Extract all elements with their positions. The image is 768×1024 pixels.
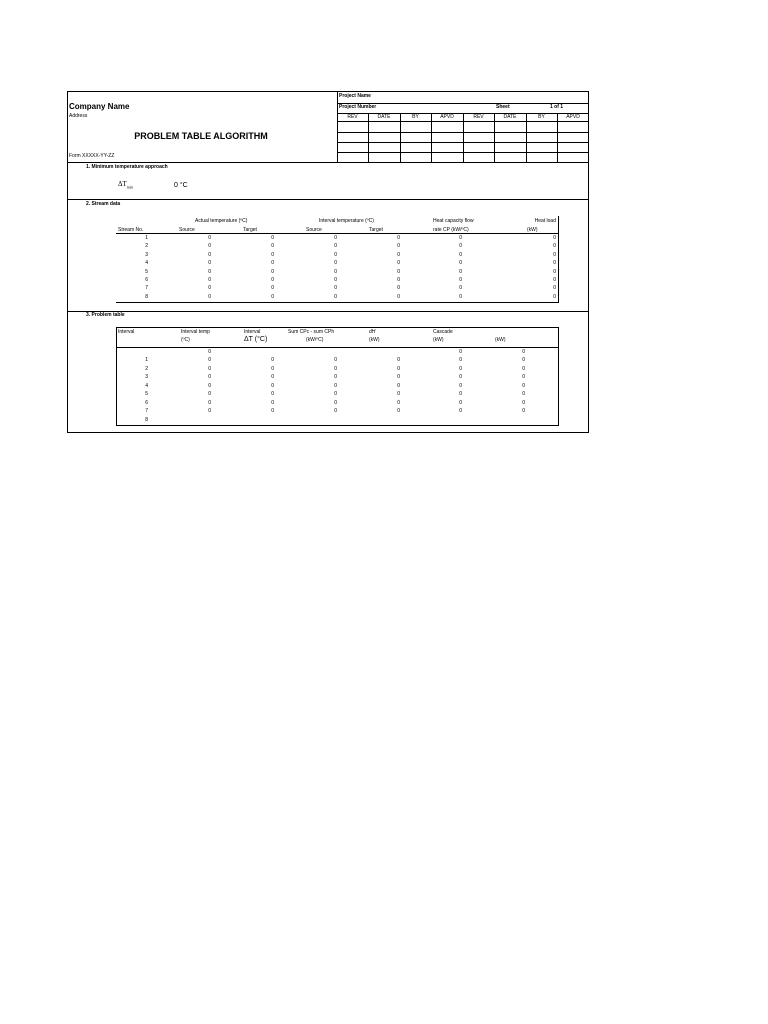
target-header: Target — [243, 227, 257, 233]
interval-target-cell[interactable]: 0 — [397, 285, 400, 292]
interval-temp-cell: 0 — [208, 374, 211, 380]
interval-temp-cell: 0 — [208, 391, 211, 397]
cascade-cell-1: 0 — [459, 357, 462, 363]
stream-no-header: Stream No. — [118, 227, 144, 233]
top-cascade-2: 0 — [522, 349, 525, 355]
interval-source-cell[interactable]: 0 — [334, 251, 337, 258]
target-cell[interactable]: 0 — [271, 251, 274, 258]
cp-cell[interactable]: 0 — [459, 285, 462, 292]
interval-temp-cell: 0 — [208, 399, 211, 406]
cascade-cell-2: 0 — [522, 365, 525, 372]
interval-no-cell: 3 — [145, 374, 148, 380]
stream-no-cell: 6 — [145, 277, 148, 283]
heat-load-unit-header: (kW) — [527, 227, 538, 233]
heat-capacity-header: Heat capacity flow — [433, 218, 474, 224]
heat-load-cell[interactable]: 0 — [553, 285, 556, 292]
cp-cell[interactable]: 0 — [459, 277, 462, 283]
interval-dt-cell: 0 — [271, 399, 274, 406]
cascade-unit-2: (kW) — [495, 337, 506, 343]
stream-no-cell: 8 — [145, 293, 148, 300]
interval-dt-unit: ΔT (°C) — [244, 336, 268, 343]
actual-temp-group: Actual temperature (ºC) — [195, 218, 248, 224]
interval-header: Interval — [118, 329, 135, 335]
section1-heading: 1. Minimum temperature approach — [86, 164, 168, 170]
top-interval-temp: 0 — [208, 349, 211, 355]
dh-cell: 0 — [397, 374, 400, 380]
interval-temp-unit: (ºC) — [181, 337, 190, 343]
target-cell[interactable]: 0 — [271, 293, 274, 300]
cascade-cell-1: 0 — [459, 391, 462, 397]
interval-target-cell[interactable]: 0 — [397, 251, 400, 258]
page-title: PROBLEM TABLE ALGORITHM — [134, 131, 268, 141]
rev-col-line — [431, 113, 432, 162]
cascade-cell-2: 0 — [522, 408, 525, 414]
interval-no-cell: 2 — [145, 365, 148, 372]
rev-col-line — [463, 113, 464, 162]
interval-source-cell[interactable]: 0 — [334, 243, 337, 250]
problem-header-line — [116, 347, 559, 348]
interval-target-cell[interactable]: 0 — [397, 268, 400, 275]
source-cell[interactable]: 0 — [208, 251, 211, 258]
sum-cp-cell: 0 — [334, 391, 337, 397]
sheet-label: Sheet — [496, 104, 510, 110]
interval-dt-cell: 0 — [271, 365, 274, 372]
interval-source-cell[interactable]: 0 — [334, 285, 337, 292]
apvd-header: APVD — [566, 114, 580, 120]
cascade-cell-2: 0 — [522, 399, 525, 406]
interval-target-cell[interactable]: 0 — [397, 243, 400, 250]
section3-heading: 3. Problem table — [86, 312, 125, 318]
interval-source-cell[interactable]: 0 — [334, 268, 337, 275]
stream-table-edge — [558, 216, 559, 303]
interval-source-cell[interactable]: 0 — [334, 293, 337, 300]
apvd-header: APVD — [440, 114, 454, 120]
rev-header: REV — [473, 114, 484, 120]
cp-cell[interactable]: 0 — [459, 235, 462, 241]
project-name-label: Project Name — [339, 93, 371, 99]
sheet-value: 1 of 1 — [550, 104, 564, 110]
target-cell[interactable]: 0 — [271, 260, 274, 267]
target-cell[interactable]: 0 — [271, 235, 274, 241]
cascade-cell-1: 0 — [459, 408, 462, 414]
interval-dt-cell: 0 — [271, 374, 274, 380]
cp-cell[interactable]: 0 — [459, 260, 462, 267]
target-cell[interactable]: 0 — [271, 268, 274, 275]
source-header: Source — [179, 227, 195, 233]
form-sheet — [67, 91, 589, 433]
interval-temp-cell: 0 — [208, 365, 211, 372]
stream-no-cell: 5 — [145, 268, 148, 275]
interval-temp-cell: 0 — [208, 382, 211, 389]
stream-no-cell: 2 — [145, 243, 148, 250]
interval-no-cell: 5 — [145, 391, 148, 397]
source-cell[interactable]: 0 — [208, 235, 211, 241]
cascade-header: Cascade — [433, 329, 453, 335]
interval-source-cell[interactable]: 0 — [334, 260, 337, 267]
source-cell[interactable]: 0 — [208, 285, 211, 292]
interval-dt-header: Interval — [244, 329, 261, 335]
interval-temp-cell: 0 — [208, 408, 211, 414]
source-cell[interactable]: 0 — [208, 293, 211, 300]
heat-load-cell[interactable]: 0 — [553, 251, 556, 258]
header-bottom-line — [68, 162, 589, 163]
top-cascade-1: 0 — [459, 349, 462, 355]
sum-cp-cell: 0 — [334, 357, 337, 363]
rev-header: REV — [347, 114, 358, 120]
cp-unit-header: rate CP (kW/ºC) — [433, 227, 469, 233]
interval-dt-cell: 0 — [271, 357, 274, 363]
delta-t-min-field[interactable]: 0 °C — [174, 182, 188, 189]
cp-cell[interactable]: 0 — [459, 293, 462, 300]
sum-cp-cell: 0 — [334, 365, 337, 372]
target-cell[interactable]: 0 — [271, 277, 274, 283]
sum-cp-cell: 0 — [334, 374, 337, 380]
by-header: BY — [412, 114, 419, 120]
cascade-cell-2: 0 — [522, 374, 525, 380]
dh-cell: 0 — [397, 357, 400, 363]
source-cell[interactable]: 0 — [208, 260, 211, 267]
dh-cell: 0 — [397, 408, 400, 414]
source-cell[interactable]: 0 — [208, 268, 211, 275]
interval-target-cell[interactable]: 0 — [397, 277, 400, 283]
interval-dt-cell: 0 — [271, 382, 274, 389]
interval-no-cell: 4 — [145, 382, 148, 389]
delta-t-min-symbol: $\Delta T_{min}$ — [118, 180, 134, 190]
target-cell[interactable]: 0 — [271, 285, 274, 292]
section-divider — [68, 199, 589, 200]
dh-unit: (kW) — [369, 337, 380, 343]
heat-load-header: Heat load — [534, 218, 556, 224]
interval-source-header: Source — [306, 227, 322, 233]
cascade-cell-1: 0 — [459, 382, 462, 389]
sum-cp-cell: 0 — [334, 399, 337, 406]
rev-col-line — [526, 113, 527, 162]
heat-load-cell[interactable]: 0 — [553, 293, 556, 300]
cascade-cell-2: 0 — [522, 382, 525, 389]
source-cell[interactable]: 0 — [208, 277, 211, 283]
interval-target-cell[interactable]: 0 — [397, 260, 400, 267]
interval-source-cell[interactable]: 0 — [334, 235, 337, 241]
company-name: Company Name — [69, 102, 130, 111]
target-cell[interactable]: 0 — [271, 243, 274, 250]
sum-cp-cell: 0 — [334, 408, 337, 414]
interval-dt-cell: 0 — [271, 391, 274, 397]
interval-temp-group: Interval temperature (ºC) — [319, 218, 374, 224]
company-address: Address — [69, 113, 88, 119]
stream-no-cell: 1 — [145, 235, 148, 241]
interval-temp-cell: 0 — [208, 357, 211, 363]
dh-cell: 0 — [397, 399, 400, 406]
cascade-cell-1: 0 — [459, 399, 462, 406]
cascade-cell-1: 0 — [459, 374, 462, 380]
stream-no-cell: 4 — [145, 260, 148, 267]
interval-no-cell: 7 — [145, 408, 148, 414]
rev-col-line — [400, 113, 401, 162]
dh-cell: 0 — [397, 382, 400, 389]
interval-target-cell[interactable]: 0 — [397, 235, 400, 241]
date-header: DATE — [503, 114, 517, 120]
cascade-cell-2: 0 — [522, 357, 525, 363]
heat-load-cell[interactable]: 0 — [553, 268, 556, 275]
sum-cp-cell: 0 — [334, 382, 337, 389]
project-number-label: Project Number — [339, 104, 377, 110]
rev-col-line — [494, 113, 495, 162]
rev-col-line — [368, 113, 369, 162]
form-code: Form XXXXX-YY-ZZ — [69, 153, 115, 159]
cp-cell[interactable]: 0 — [459, 251, 462, 258]
sum-cp-header: Sum CPc - sum CPh — [288, 329, 335, 335]
sum-cp-unit: (kW/ºC) — [306, 337, 324, 343]
cp-cell[interactable]: 0 — [459, 268, 462, 275]
dh-cell: 0 — [397, 391, 400, 397]
interval-no-cell: 6 — [145, 399, 148, 406]
stream-no-cell: 7 — [145, 285, 148, 292]
dh-header: dH — [369, 329, 376, 335]
interval-no-cell: 1 — [145, 357, 148, 363]
rev-col-line — [557, 113, 558, 162]
heat-load-cell[interactable]: 0 — [553, 277, 556, 283]
stream-header-line — [116, 233, 559, 234]
interval-target-header: Target — [369, 227, 383, 233]
section2-heading: 2. Stream data — [86, 201, 121, 207]
interval-source-cell[interactable]: 0 — [334, 277, 337, 283]
last-interval-no: 8 — [145, 417, 148, 423]
date-header: DATE — [377, 114, 391, 120]
stream-no-cell: 3 — [145, 251, 148, 258]
interval-temp-header: Interval temp — [181, 329, 210, 335]
section-divider — [68, 311, 589, 312]
dh-cell: 0 — [397, 365, 400, 372]
cp-cell[interactable]: 0 — [459, 243, 462, 250]
by-header: BY — [538, 114, 545, 120]
heat-load-cell[interactable]: 0 — [553, 243, 556, 250]
heat-load-cell[interactable]: 0 — [553, 260, 556, 267]
heat-load-cell[interactable]: 0 — [553, 235, 556, 241]
interval-target-cell[interactable]: 0 — [397, 293, 400, 300]
cascade-unit-1: (kW) — [433, 337, 444, 343]
cascade-cell-2: 0 — [522, 391, 525, 397]
source-cell[interactable]: 0 — [208, 243, 211, 250]
cascade-cell-1: 0 — [459, 365, 462, 372]
interval-dt-cell: 0 — [271, 408, 274, 414]
